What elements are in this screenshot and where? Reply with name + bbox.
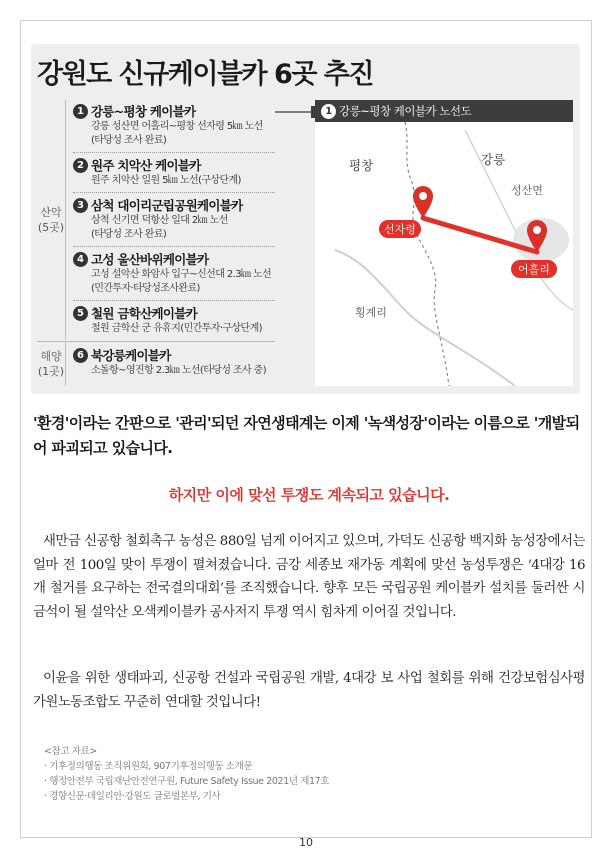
reference-item: · 기후정의행동 조직위원회, 907기후정의행동 소개문 <box>44 761 253 772</box>
page-number: 10 <box>299 836 313 849</box>
number-badge: 3 <box>73 198 88 213</box>
list-item <box>73 102 275 148</box>
category-label: 해양 <box>40 350 62 363</box>
item-desc: 철원 금학산 군 유휴지(민간투자·구상단계) <box>91 323 262 334</box>
cablecar-list <box>37 100 275 386</box>
list-item <box>73 250 275 296</box>
seongsan-label: 성산면 <box>511 184 543 197</box>
category-sea <box>37 342 66 386</box>
highlight-text: 하지만 이에 맞선 투쟁도 계속되고 있습니다. <box>168 486 450 504</box>
seonjaryeong-label: 선자령 <box>384 223 416 236</box>
body-paragraph: 새만금 신공항 철회촉구 농성은 880일 넘게 이어지고 있으며, 가덕도 신공항 백지화 농성장에서는 얼마 전 100일 맞이 투쟁이 펼쳐졌습니다. 금강 세종보 재가동 계획에 맞선 농성투쟁은 ‘4대강 16개 철거를 요구하는 전국결의대회’를 조직했습니다. 향후 모든 국립공원 케이블카 설치를 둘러싼 시금석이 될 설악산 오색케이블카 공사저지 투쟁 역시 힘차게 이어질 것입니다. <box>33 534 585 620</box>
item-desc: 삼척 신기면 덕항산 일대 2㎞ 노선 <box>91 215 228 226</box>
item-name: 원주 치악산 케이블카 <box>91 158 201 173</box>
number-badge: 4 <box>73 252 88 267</box>
item-desc: 소돌항~영진항 2.3㎞ 노선(타당성 조사 중) <box>91 365 267 376</box>
item-name: 고성 울산바위케이블카 <box>91 252 209 267</box>
item-divider <box>73 300 275 301</box>
reference-item: · 경향신문·데일리안·강원도 글로벌본부, 기사 <box>44 791 221 802</box>
route-map-header <box>315 100 573 122</box>
item-divider <box>73 246 275 247</box>
number-badge: 1 <box>321 104 336 119</box>
number-badge: 1 <box>73 104 88 119</box>
pyeongchang-label: 평창 <box>349 158 374 173</box>
category-label: 산악 <box>40 206 62 219</box>
category-divider <box>37 341 275 342</box>
item-name: 삼척 대이리군립공원케이블카 <box>91 198 243 213</box>
number-badge: 6 <box>73 348 88 363</box>
item-desc: 강릉 성산면 어흘리~평창 선자령 5㎞ 노선 <box>91 121 263 132</box>
reference-item: · 행정안전부 국립재난안전연구원, Future Safety Issue 2021년 제17호 <box>44 776 330 787</box>
category-count: (5곳) <box>37 221 65 234</box>
lead-text: '환경'이라는 간판으로 '관리'되던 자연생태계는 이제 '녹색성장'이라는 이름으로 '개발되어 파괴되고 있습니다. <box>33 414 580 457</box>
callout-connector <box>275 106 317 118</box>
body-paragraph: 이윤을 위한 생태파괴, 신공항 건설과 국립공원 개발, 4대강 보 사업 철회를 위해 건강보험심사평가원노동조합도 꾸준히 연대할 것입니다! <box>33 671 585 710</box>
item-desc: (타당성 조사 완료) <box>91 229 167 240</box>
infographic <box>31 44 580 394</box>
number-badge: 5 <box>73 306 88 321</box>
item-name: 북강릉케이블카 <box>91 348 171 363</box>
list-item <box>73 346 275 378</box>
hoenggye-label: 횡계리 <box>355 306 387 319</box>
references-title: <참고 자료> <box>44 746 97 757</box>
list-item <box>73 196 275 242</box>
list-item <box>73 304 275 336</box>
number-badge: 2 <box>73 158 88 173</box>
category-count: (1곳) <box>37 365 65 378</box>
item-divider <box>73 152 275 153</box>
item-desc: 고성 설악산 화암사 입구~신선대 2.3㎞ 노선 <box>91 269 272 280</box>
item-desc: (타당성 조사 완료) <box>91 135 167 146</box>
item-divider <box>73 192 275 193</box>
references <box>44 744 329 804</box>
category-mountain <box>37 100 66 340</box>
infographic-title: 강원도 신규케이블카 6곳 추진 <box>37 59 373 90</box>
list-item <box>73 156 275 188</box>
item-name: 철원 금학산케이블카 <box>91 306 198 321</box>
item-desc: (민간투자·타당성조사완료) <box>91 283 200 294</box>
route-map-drawing <box>315 100 573 386</box>
item-desc: 원주 치악산 일원 5㎞ 노선(구상단계) <box>91 175 241 186</box>
eoheulli-label: 어흘리 <box>518 263 550 276</box>
gangneung-label: 강릉 <box>481 152 506 167</box>
route-map-title: 강릉~평창 케이블카 노선도 <box>339 104 472 118</box>
route-map <box>315 100 573 386</box>
item-name: 강릉~평창 케이블카 <box>91 104 196 119</box>
